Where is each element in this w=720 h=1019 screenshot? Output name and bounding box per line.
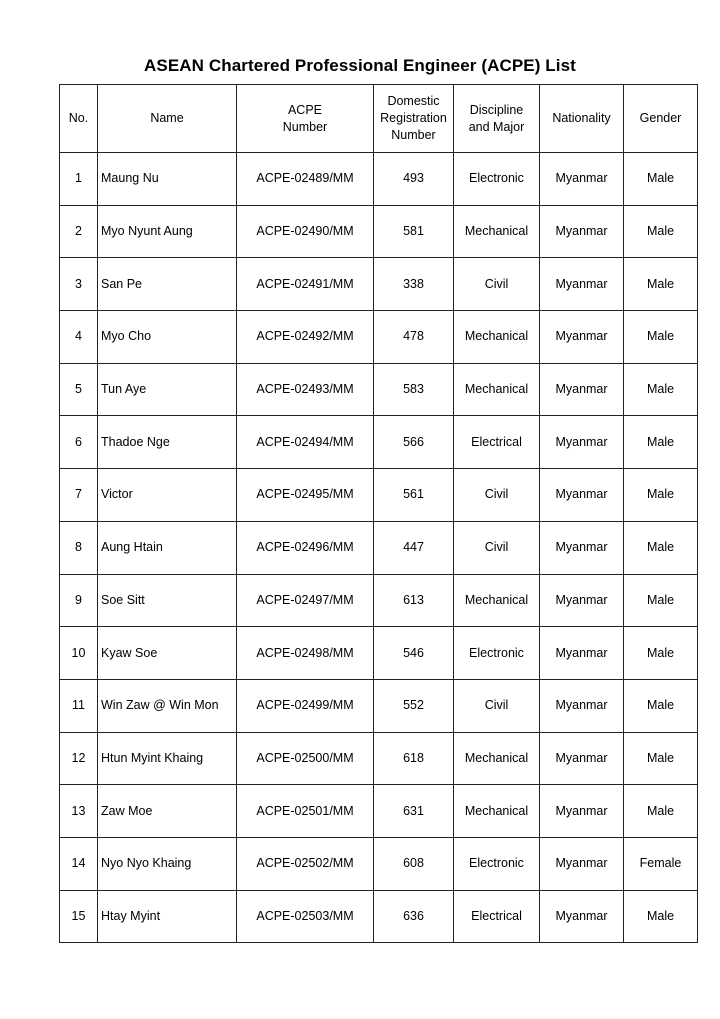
cell-discipline: Electrical <box>454 890 540 943</box>
cell-discipline: Electrical <box>454 416 540 469</box>
cell-nationality: Myanmar <box>540 205 624 258</box>
cell-nationality: Myanmar <box>540 416 624 469</box>
column-header-name: Name <box>98 85 237 153</box>
cell-discipline: Mechanical <box>454 363 540 416</box>
cell-gender: Male <box>624 521 698 574</box>
cell-nationality: Myanmar <box>540 732 624 785</box>
cell-name: Win Zaw @ Win Mon <box>98 679 237 732</box>
table-row <box>60 785 698 838</box>
acpe-table <box>59 84 698 943</box>
cell-registration-number: 546 <box>374 627 454 680</box>
column-header-gender: Gender <box>624 85 698 153</box>
table-row <box>60 837 698 890</box>
cell-discipline: Mechanical <box>454 574 540 627</box>
cell-discipline: Mechanical <box>454 785 540 838</box>
cell-registration-number: 581 <box>374 205 454 258</box>
cell-discipline: Electronic <box>454 837 540 890</box>
cell-nationality: Myanmar <box>540 679 624 732</box>
cell-registration-number: 618 <box>374 732 454 785</box>
cell-name: Zaw Moe <box>98 785 237 838</box>
cell-name: Victor <box>98 469 237 522</box>
cell-registration-number: 613 <box>374 574 454 627</box>
header-row <box>60 85 698 153</box>
cell-acpe-number: ACPE-02498/MM <box>237 627 374 680</box>
cell-gender: Male <box>624 679 698 732</box>
cell-registration-number: 338 <box>374 258 454 311</box>
cell-gender: Male <box>624 574 698 627</box>
cell-no: 12 <box>60 732 98 785</box>
table-body <box>60 153 698 943</box>
cell-nationality: Myanmar <box>540 890 624 943</box>
table-row <box>60 311 698 364</box>
cell-no: 2 <box>60 205 98 258</box>
cell-gender: Female <box>624 837 698 890</box>
cell-name: Aung Htain <box>98 521 237 574</box>
column-header-no: No. <box>60 85 98 153</box>
cell-gender: Male <box>624 153 698 206</box>
cell-no: 10 <box>60 627 98 680</box>
cell-acpe-number: ACPE-02499/MM <box>237 679 374 732</box>
table-row <box>60 416 698 469</box>
cell-name: Htun Myint Khaing <box>98 732 237 785</box>
column-header-acpe-number: ACPE Number <box>237 85 374 153</box>
cell-no: 3 <box>60 258 98 311</box>
cell-name: Myo Nyunt Aung <box>98 205 237 258</box>
cell-no: 6 <box>60 416 98 469</box>
cell-name: Nyo Nyo Khaing <box>98 837 237 890</box>
table-row <box>60 363 698 416</box>
cell-gender: Male <box>624 205 698 258</box>
cell-registration-number: 478 <box>374 311 454 364</box>
cell-discipline: Electronic <box>454 153 540 206</box>
cell-acpe-number: ACPE-02501/MM <box>237 785 374 838</box>
cell-acpe-number: ACPE-02500/MM <box>237 732 374 785</box>
table-row <box>60 732 698 785</box>
cell-nationality: Myanmar <box>540 837 624 890</box>
cell-no: 8 <box>60 521 98 574</box>
table-row <box>60 153 698 206</box>
cell-acpe-number: ACPE-02491/MM <box>237 258 374 311</box>
cell-registration-number: 552 <box>374 679 454 732</box>
cell-name: Soe Sitt <box>98 574 237 627</box>
cell-acpe-number: ACPE-02496/MM <box>237 521 374 574</box>
cell-acpe-number: ACPE-02502/MM <box>237 837 374 890</box>
table-row <box>60 574 698 627</box>
cell-registration-number: 608 <box>374 837 454 890</box>
cell-gender: Male <box>624 469 698 522</box>
table-row <box>60 258 698 311</box>
cell-registration-number: 493 <box>374 153 454 206</box>
cell-no: 11 <box>60 679 98 732</box>
cell-no: 14 <box>60 837 98 890</box>
page-title: ASEAN Chartered Professional Engineer (ACPE) List <box>144 56 576 75</box>
cell-no: 7 <box>60 469 98 522</box>
cell-no: 4 <box>60 311 98 364</box>
cell-discipline: Electronic <box>454 627 540 680</box>
cell-nationality: Myanmar <box>540 574 624 627</box>
cell-no: 1 <box>60 153 98 206</box>
column-header-domestic-registration: Domestic Registration Number <box>374 85 454 153</box>
cell-acpe-number: ACPE-02495/MM <box>237 469 374 522</box>
cell-acpe-number: ACPE-02503/MM <box>237 890 374 943</box>
cell-name: Myo Cho <box>98 311 237 364</box>
cell-discipline: Civil <box>454 469 540 522</box>
table-row <box>60 469 698 522</box>
cell-registration-number: 631 <box>374 785 454 838</box>
cell-acpe-number: ACPE-02497/MM <box>237 574 374 627</box>
cell-registration-number: 566 <box>374 416 454 469</box>
cell-name: San Pe <box>98 258 237 311</box>
cell-acpe-number: ACPE-02493/MM <box>237 363 374 416</box>
cell-name: Tun Aye <box>98 363 237 416</box>
column-header-nationality: Nationality <box>540 85 624 153</box>
table-row <box>60 890 698 943</box>
cell-nationality: Myanmar <box>540 258 624 311</box>
cell-gender: Male <box>624 890 698 943</box>
cell-registration-number: 561 <box>374 469 454 522</box>
cell-nationality: Myanmar <box>540 521 624 574</box>
cell-acpe-number: ACPE-02492/MM <box>237 311 374 364</box>
cell-registration-number: 636 <box>374 890 454 943</box>
cell-gender: Male <box>624 258 698 311</box>
cell-gender: Male <box>624 627 698 680</box>
cell-nationality: Myanmar <box>540 153 624 206</box>
cell-gender: Male <box>624 732 698 785</box>
table-row <box>60 205 698 258</box>
cell-nationality: Myanmar <box>540 469 624 522</box>
cell-nationality: Myanmar <box>540 363 624 416</box>
cell-acpe-number: ACPE-02494/MM <box>237 416 374 469</box>
cell-acpe-number: ACPE-02490/MM <box>237 205 374 258</box>
cell-registration-number: 583 <box>374 363 454 416</box>
cell-gender: Male <box>624 311 698 364</box>
cell-discipline: Civil <box>454 679 540 732</box>
cell-nationality: Myanmar <box>540 311 624 364</box>
cell-gender: Male <box>624 785 698 838</box>
cell-no: 13 <box>60 785 98 838</box>
cell-no: 15 <box>60 890 98 943</box>
cell-name: Maung Nu <box>98 153 237 206</box>
cell-nationality: Myanmar <box>540 627 624 680</box>
table-row <box>60 679 698 732</box>
cell-discipline: Mechanical <box>454 205 540 258</box>
cell-discipline: Civil <box>454 258 540 311</box>
cell-name: Htay Myint <box>98 890 237 943</box>
cell-name: Thadoe Nge <box>98 416 237 469</box>
cell-gender: Male <box>624 416 698 469</box>
table-header <box>60 85 698 153</box>
cell-gender: Male <box>624 363 698 416</box>
column-header-discipline: Discipline and Major <box>454 85 540 153</box>
cell-discipline: Mechanical <box>454 311 540 364</box>
table-row <box>60 627 698 680</box>
cell-acpe-number: ACPE-02489/MM <box>237 153 374 206</box>
cell-discipline: Civil <box>454 521 540 574</box>
cell-no: 9 <box>60 574 98 627</box>
cell-nationality: Myanmar <box>540 785 624 838</box>
cell-no: 5 <box>60 363 98 416</box>
cell-registration-number: 447 <box>374 521 454 574</box>
table-row <box>60 521 698 574</box>
cell-discipline: Mechanical <box>454 732 540 785</box>
cell-name: Kyaw Soe <box>98 627 237 680</box>
